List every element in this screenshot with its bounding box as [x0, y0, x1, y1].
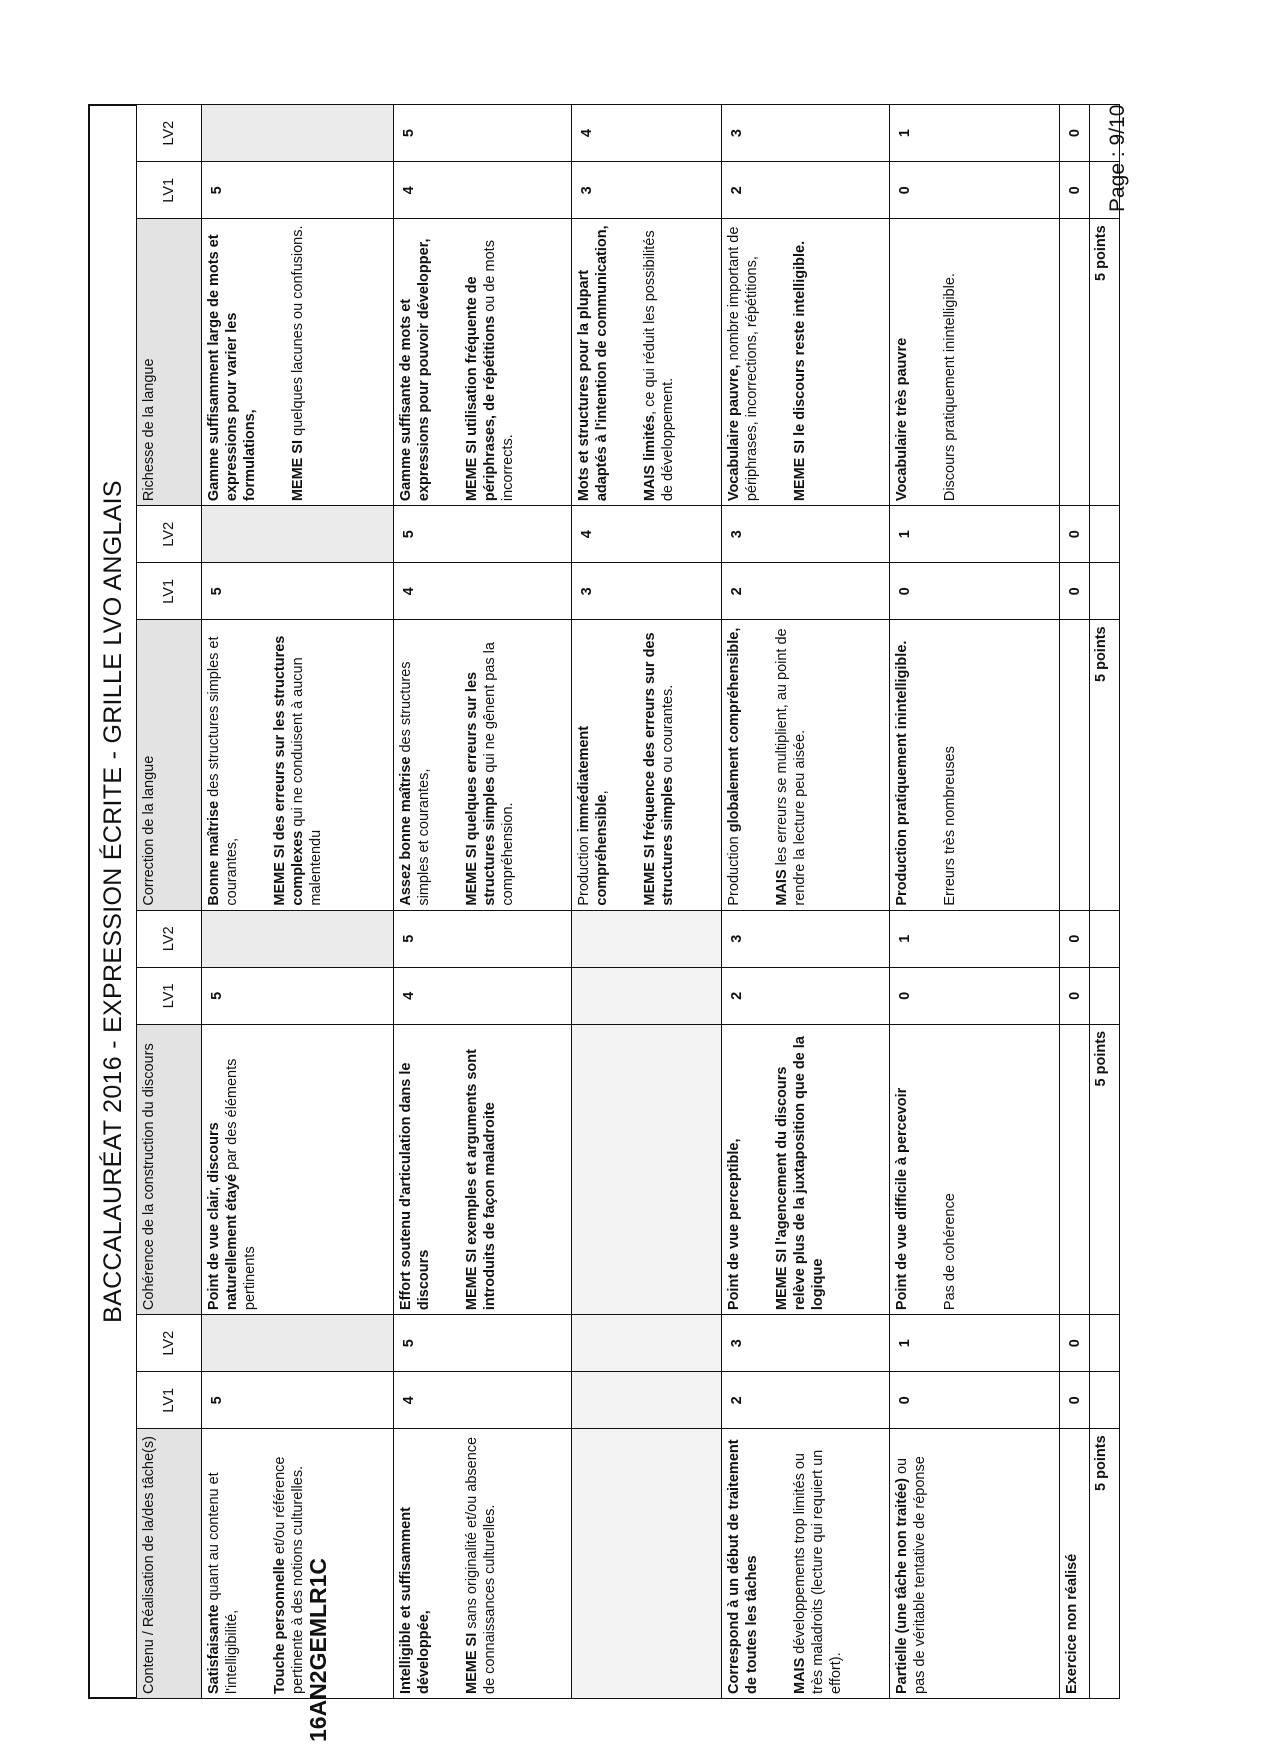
total-spacer [1090, 1372, 1120, 1429]
grid-row [1060, 105, 1090, 1699]
cell-contenu [202, 1429, 394, 1699]
cell-text: , [594, 790, 610, 795]
cell-text: et/ou référence pertinente à des notions culturelles. [272, 1456, 306, 1694]
cell-text: Production pratiquement inintelligible. [894, 640, 910, 906]
grid-row [890, 105, 1060, 1699]
header-lv1: LV1 [137, 563, 202, 620]
header-lv1: LV1 [137, 1372, 202, 1429]
header-row [137, 105, 202, 1699]
score-lv2: 5 [394, 105, 572, 162]
cell-text: ou courantes. [660, 684, 676, 777]
cell-text: Gamme suffisante de mots et expressions pour pouvoir développer, [398, 238, 432, 502]
header-lv2: LV2 [137, 1315, 202, 1372]
score-lv1: 4 [394, 563, 572, 620]
score-lv2 [202, 1315, 394, 1372]
cell-text: MEME SI fréquence des erreurs sur des structures simples [642, 632, 676, 906]
score-lv1: 2 [722, 1372, 890, 1429]
score-lv1: 0 [1060, 162, 1090, 219]
cell-contenu [890, 1429, 1060, 1699]
score-lv1: 0 [1060, 967, 1090, 1024]
cell-contenu [722, 1429, 890, 1699]
score-lv1: 2 [722, 563, 890, 620]
cell-text: nombre important de périphrases, incorrections, répétitions, [726, 226, 760, 502]
score-lv1: 0 [1060, 563, 1090, 620]
cell-richesse [722, 219, 890, 506]
score-lv2: 0 [1060, 1315, 1090, 1372]
cell-text: Discours pratiquement inintelligible. [942, 273, 958, 502]
total-richesse: 5 points [1090, 219, 1120, 506]
score-lv1: 0 [890, 967, 1060, 1024]
cell-correction [890, 620, 1060, 910]
cell-text: Production [726, 832, 742, 906]
document-code: 16AN2GEMLR1C [305, 1557, 331, 1742]
cell-text: MEME SI des erreurs sur les structures complexes [272, 635, 306, 906]
cell-text: Correspond à un début de traitement de toutes les tâches [726, 1439, 760, 1694]
cell-text: par des éléments pertinents [224, 1058, 258, 1311]
cell-text: ou pas de véritable tentative de réponse [894, 1456, 928, 1694]
page-number: Page : 9/10 [1106, 104, 1129, 212]
cell-text: quelques lacunes ou confusions. [290, 225, 306, 440]
score-lv1: 5 [202, 563, 394, 620]
total-spacer [1090, 967, 1120, 1024]
rotated-grid-sheet [88, 104, 1109, 1699]
score-lv2 [572, 1315, 722, 1372]
header-lv1: LV1 [137, 967, 202, 1024]
total-spacer [1090, 563, 1120, 620]
header-lv2: LV2 [137, 105, 202, 162]
score-lv2: 3 [722, 105, 890, 162]
cell-coherence [572, 1024, 722, 1314]
score-lv2: 3 [722, 910, 890, 967]
header-correction: Correction de la langue [137, 620, 202, 910]
cell-coherence [202, 1024, 394, 1314]
score-lv1: 3 [572, 162, 722, 219]
cell-text: quant au contenu et l'intelligibilité, [206, 1472, 240, 1694]
total-contenu: 5 points [1090, 1429, 1120, 1699]
header-coherence: Cohérence de la construction du discours [137, 1024, 202, 1314]
score-lv2: 0 [1060, 910, 1090, 967]
cell-text: Satisfaisante [206, 1604, 222, 1694]
cell-text: Mots et structures pour la plupart adaptés à l'intention de communication, [576, 225, 610, 502]
score-lv1 [572, 967, 722, 1024]
score-lv1: 5 [202, 1372, 394, 1429]
score-lv2: 1 [890, 910, 1060, 967]
cell-text: Exercice non réalisé [1064, 1553, 1080, 1694]
cell-correction [572, 620, 722, 910]
score-lv2: 4 [572, 506, 722, 563]
cell-contenu [1060, 1429, 1090, 1699]
totals-row [1090, 105, 1120, 1699]
cell-text: Partielle (une tâche non traitée) [894, 1478, 910, 1694]
cell-text: MEME SI exemples et arguments sont introduits de façon maladroite [464, 1049, 498, 1311]
score-lv2 [202, 105, 394, 162]
total-spacer [1090, 506, 1120, 563]
cell-correction [1060, 620, 1090, 910]
score-lv1: 2 [722, 967, 890, 1024]
cell-text: Vocabulaire très pauvre [894, 337, 910, 502]
score-lv2: 5 [394, 1315, 572, 1372]
page-title: BACCALAURÉAT 2016 - EXPRESSION ÉCRITE - GRILLE LVO ANGLAIS [88, 104, 136, 1699]
cell-contenu [394, 1429, 572, 1699]
score-lv2: 1 [890, 506, 1060, 563]
cell-richesse [890, 219, 1060, 506]
score-lv2 [202, 506, 394, 563]
cell-text: Intelligible et suffisamment développée, [398, 1507, 432, 1694]
score-lv1: 4 [394, 1372, 572, 1429]
cell-text: , ce qui réduit les possibilités de développement. [642, 230, 676, 502]
cell-text: ou de mots incorrects. [482, 240, 516, 502]
cell-coherence [394, 1024, 572, 1314]
score-lv1 [572, 1372, 722, 1429]
total-spacer [1090, 910, 1120, 967]
score-lv1: 5 [202, 967, 394, 1024]
cell-correction [394, 620, 572, 910]
cell-text: des structures simples et courantes, [398, 661, 432, 906]
score-lv2: 0 [1060, 105, 1090, 162]
grid-row [202, 105, 394, 1699]
grading-grid [136, 104, 1120, 1699]
cell-text: Erreurs très nombreuses [942, 746, 958, 906]
cell-text: des structures simples et courantes, [206, 636, 240, 906]
cell-richesse [394, 219, 572, 506]
score-lv1: 3 [572, 563, 722, 620]
cell-text: développements trop limités ou très maladroits (lecture qui requiert un effort). [792, 1449, 844, 1694]
score-lv2: 1 [890, 105, 1060, 162]
cell-text: MAIS [774, 869, 790, 906]
score-lv2: 5 [394, 506, 572, 563]
grid-body [202, 105, 1090, 1699]
cell-text: globalement compréhensible, [726, 627, 742, 833]
score-lv1: 0 [890, 563, 1060, 620]
cell-text: MEME SI quelques erreurs sur les structures simples [464, 671, 498, 906]
score-lv1: 4 [394, 162, 572, 219]
score-lv2 [202, 910, 394, 967]
score-lv1: 0 [1060, 1372, 1090, 1429]
cell-text: qui ne gênent pas la compréhension. [482, 642, 516, 906]
cell-text: Touche personnelle [272, 1558, 288, 1694]
score-lv1: 0 [890, 162, 1060, 219]
cell-text: MEME SI [464, 1632, 480, 1694]
cell-coherence [722, 1024, 890, 1314]
cell-correction [722, 620, 890, 910]
score-lv2: 1 [890, 1315, 1060, 1372]
grid-row [722, 105, 890, 1699]
grid-row [394, 105, 572, 1699]
cell-text: Gamme suffisamment large de mots et expressions pour varier les formulations, [206, 234, 258, 502]
cell-text: Point de vue clair, discours naturellement étayé [206, 1122, 240, 1311]
cell-text: MAIS [792, 1657, 808, 1694]
total-coherence: 5 points [1090, 1024, 1120, 1314]
cell-text: Pas de cohérence [942, 1193, 958, 1311]
score-lv2: 3 [722, 1315, 890, 1372]
cell-coherence [890, 1024, 1060, 1314]
cell-text: MEME SI le discours reste intelligible. [792, 240, 808, 502]
cell-text: MEME SI l'agencement du discours relève plus de la juxtaposition que de la logique [774, 1036, 826, 1311]
header-lv2: LV2 [137, 910, 202, 967]
cell-contenu [572, 1429, 722, 1699]
score-lv1: 0 [890, 1372, 1060, 1429]
score-lv2: 0 [1060, 506, 1090, 563]
cell-text: MAIS limités [642, 414, 658, 502]
total-spacer [1090, 1315, 1120, 1372]
score-lv1: 2 [722, 162, 890, 219]
cell-text: Vocabulaire pauvre, [726, 364, 742, 502]
score-lv1: 5 [202, 162, 394, 219]
header-contenu: Contenu / Réalisation de la/des tâche(s) [137, 1429, 202, 1699]
header-lv2: LV2 [137, 506, 202, 563]
cell-coherence [1060, 1024, 1090, 1314]
cell-text: Production [576, 832, 592, 906]
cell-text: qui ne conduisent à aucun malentendu [290, 657, 324, 906]
total-correction: 5 points [1090, 620, 1120, 910]
cell-richesse [572, 219, 722, 506]
cell-text: Point de vue perceptible, [726, 1138, 742, 1311]
cell-text: sans originalité et/ou absence de connaissances culturelles. [464, 1436, 498, 1694]
score-lv1: 4 [394, 967, 572, 1024]
score-lv2 [572, 910, 722, 967]
cell-text: Point de vue difficile à percevoir [894, 1087, 910, 1311]
cell-text: MEME SI utilisation fréquente de périphrases, de répétitions [464, 276, 498, 502]
header-lv1: LV1 [137, 162, 202, 219]
cell-text: Bonne maîtrise [206, 800, 222, 906]
grid-row [572, 105, 722, 1699]
cell-richesse [202, 219, 394, 506]
cell-text: MEME SI [290, 439, 306, 502]
score-lv2: 3 [722, 506, 890, 563]
cell-text: immédiatement compréhensible [576, 725, 610, 906]
cell-text: les erreurs se multiplient, au point de rendre la lecture peu aisée. [774, 628, 808, 906]
header-richesse: Richesse de la langue [137, 219, 202, 506]
cell-text: Effort soutenu d'articulation dans le discours [398, 1062, 432, 1311]
cell-richesse [1060, 219, 1090, 506]
cell-correction [202, 620, 394, 910]
score-lv2: 4 [572, 105, 722, 162]
score-lv2: 5 [394, 910, 572, 967]
cell-text: Assez bonne maîtrise [398, 756, 414, 906]
